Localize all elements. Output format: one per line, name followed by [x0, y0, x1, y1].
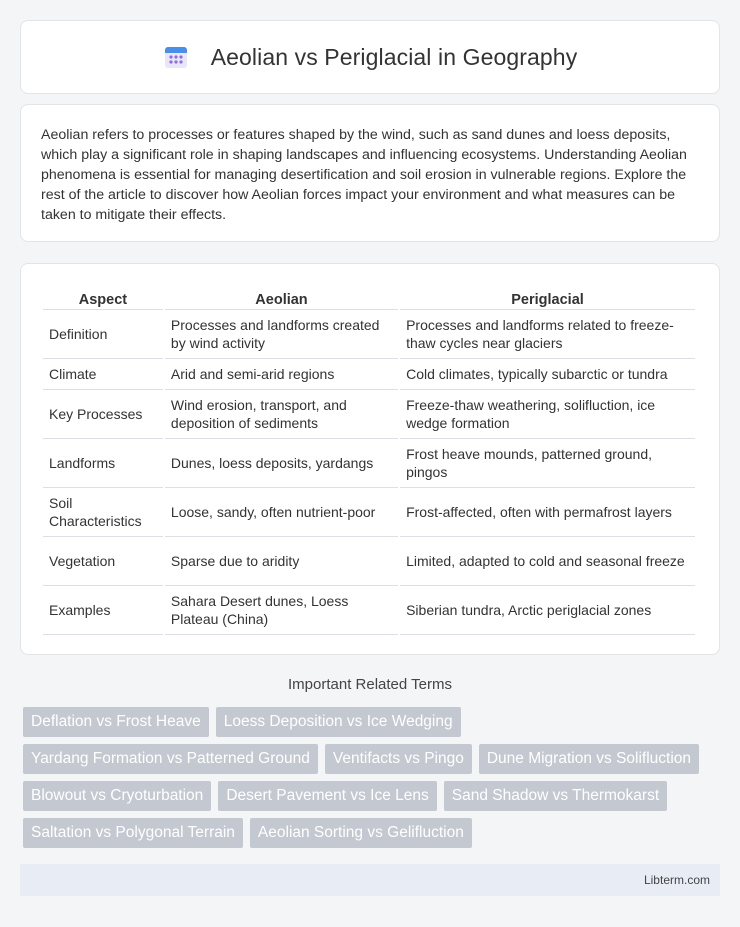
table-cell: Sahara Desert dunes, Loess Plateau (China) [165, 586, 398, 635]
table-header-row [43, 284, 695, 310]
footer-site-link[interactable]: Libterm.com [643, 873, 710, 887]
table-cell: Arid and semi-arid regions [165, 359, 398, 390]
related-term-tag[interactable]: Dune Migration vs Solifluction [479, 744, 699, 774]
table-cell: Vegetation [43, 537, 163, 586]
table-cell: Processes and landforms created by wind activity [165, 310, 398, 359]
table-cell: Processes and landforms related to freeze-thaw cycles near glaciers [400, 310, 695, 359]
intro-text: Aeolian refers to processes or features shaped by the wind, such as sand dunes and loess deposits, which play a significant role in shaping landscapes and influencing ecosystems. Understanding Aeolian phenomena is essential for managing desertification and soil erosion in vulnerable regions. Explore the rest of the article to discover how Aeolian forces impact your environment and what measures can be taken to mitigate their effects. [41, 127, 687, 223]
table-cell: Examples [43, 586, 163, 635]
table-row [43, 390, 695, 439]
related-term-tag[interactable]: Yardang Formation vs Patterned Ground [23, 744, 318, 774]
table-cell: Wind erosion, transport, and deposition of sediments [165, 390, 398, 439]
table-cell: Frost-affected, often with permafrost layers [400, 488, 695, 537]
related-term-tag[interactable]: Sand Shadow vs Thermokarst [444, 781, 667, 811]
table-row [43, 537, 695, 586]
tag-row [23, 781, 723, 811]
intro-card [20, 104, 720, 242]
related-terms-title: Important Related Terms [288, 676, 452, 693]
page-title: Aeolian vs Periglacial in Geography [210, 43, 578, 70]
header-periglacial: Periglacial [400, 284, 695, 310]
related-terms-list [23, 707, 723, 855]
table-cell: Freeze-thaw weathering, solifluction, ice wedge formation [400, 390, 695, 439]
footer [20, 864, 720, 896]
tag-row [23, 707, 723, 737]
table-cell: Sparse due to aridity [165, 537, 398, 586]
comparison-table-card [20, 263, 720, 655]
comparison-table [41, 284, 697, 635]
table-cell: Landforms [43, 439, 163, 488]
table-row [43, 310, 695, 359]
table-cell: Soil Characteristics [43, 488, 163, 537]
table-row [43, 359, 695, 390]
table-cell: Key Processes [43, 390, 163, 439]
tag-row [23, 744, 723, 774]
table-row [43, 488, 695, 537]
table-cell: Definition [43, 310, 163, 359]
related-term-tag[interactable]: Blowout vs Cryoturbation [23, 781, 211, 811]
table-cell: Loose, sandy, often nutrient-poor [165, 488, 398, 537]
table-row [43, 439, 695, 488]
table-cell: Limited, adapted to cold and seasonal freeze [400, 537, 695, 586]
header-aeolian: Aeolian [165, 284, 398, 310]
related-term-tag[interactable]: Deflation vs Frost Heave [23, 707, 209, 737]
header-card [20, 20, 720, 94]
related-term-tag[interactable]: Aeolian Sorting vs Gelifluction [250, 818, 472, 848]
calendar-icon [163, 44, 189, 70]
table-cell: Frost heave mounds, patterned ground, pingos [400, 439, 695, 488]
table-row [43, 586, 695, 635]
related-term-tag[interactable]: Saltation vs Polygonal Terrain [23, 818, 243, 848]
related-term-tag[interactable]: Ventifacts vs Pingo [325, 744, 472, 774]
table-cell: Dunes, loess deposits, yardangs [165, 439, 398, 488]
table-cell: Siberian tundra, Arctic periglacial zones [400, 586, 695, 635]
related-term-tag[interactable]: Desert Pavement vs Ice Lens [218, 781, 436, 811]
tag-row [23, 818, 723, 848]
table-cell: Cold climates, typically subarctic or tundra [400, 359, 695, 390]
table-cell: Climate [43, 359, 163, 390]
header-aspect: Aspect [43, 284, 163, 310]
related-term-tag[interactable]: Loess Deposition vs Ice Wedging [216, 707, 461, 737]
